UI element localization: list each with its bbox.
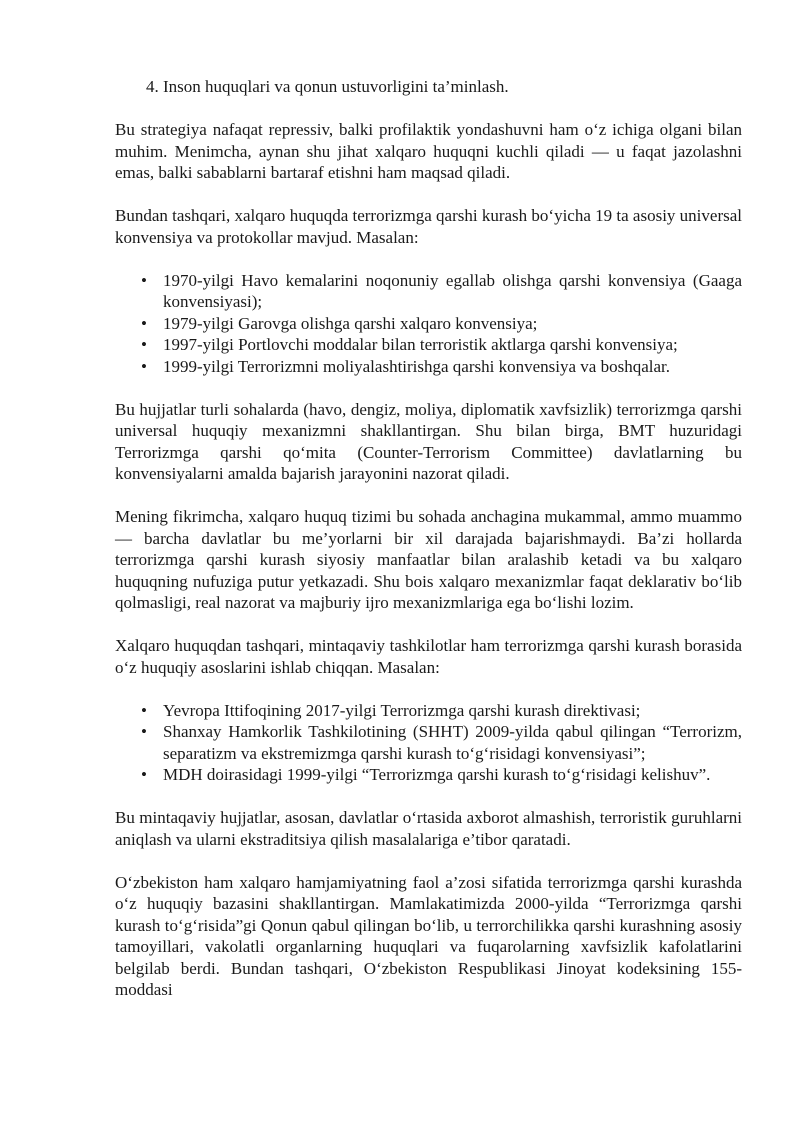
list-item-text: 1970-yilgi Havo kemalarini noqonuniy egallab olishga qarshi konvensiya (Gaaga konvensiyasi); (163, 270, 742, 311)
bullet-icon: • (141, 335, 147, 354)
list-item-text: 1979-yilgi Garovga olishga qarshi xalqaro konvensiya; (163, 313, 538, 333)
list-item (115, 700, 742, 722)
conventions-list (115, 270, 742, 378)
regional-list (115, 700, 742, 786)
paragraph-uzbekistan: O‘zbekiston ham xalqaro hamjamiyatning faol a’zosi sifatida terrorizmga qarshi kurashda o‘z huquqiy bazasini shakllantirgan. Mamlakatimizda 2000-yilda “Terrorizmga qarshi kurash to‘g‘risida”gi Qonun qabul qilingan bo‘lib, u terrorchilikka qarshi kurashning asosiy tamoyillari, vakolatli organlarning huquqlari va fuqarolarning xavfsizlik kafolatlarini belgilab berdi. Bundan tashqari, O‘zbekiston Respublikasi Jinoyat kodeksining 155-moddasi (115, 872, 742, 999)
bullet-icon: • (141, 313, 147, 333)
list-item (115, 313, 742, 335)
list-item (115, 356, 742, 378)
bullet-icon: • (141, 356, 147, 376)
bullet-icon: • (141, 722, 147, 741)
paragraph-strategy: Bu strategiya nafaqat repressiv, balki profilaktik yondashuvni ham o‘z ichiga olgani bilan muhim. Menimcha, aynan shu jihat xalqaro huquqni kuchli qiladi — u faqat jazolashni emas, balki sabablarni bartaraf etishni ham maqsad qiladi. (115, 120, 742, 182)
numbered-list-item: 4. Inson huquqlari va qonun ustuvorligini ta’minlash. (163, 76, 742, 98)
numbered-list (115, 76, 742, 98)
bullet-icon: • (141, 765, 147, 784)
list-item (115, 721, 742, 764)
list-item (115, 334, 742, 356)
list-item-text: Shanxay Hamkorlik Tashkilotining (SHHT) 2009-yilda qabul qilingan “Terrorizm, separatizm va ekstremizmga qarshi kurash to‘g‘risidagi konvensiyasi”; (163, 722, 742, 763)
bullet-icon: • (141, 700, 147, 720)
paragraph-conventions-intro: Bundan tashqari, xalqaro huquqda terrorizmga qarshi kurash bo‘yicha 19 ta asosiy universal konvensiya va protokollar mavjud. Masalan: (115, 206, 742, 247)
list-item-text: MDH doirasidagi 1999-yilgi “Terrorizmga qarshi kurash to‘g‘risidagi kelishuv”. (163, 765, 711, 784)
paragraph-documents: Bu hujjatlar turli sohalarda (havo, dengiz, moliya, diplomatik xavfsizlik) terrorizmga qarshi universal huquqiy mexanizmni shakllantirgan. Shu bilan birga, BMT huzuridagi Terrorizmga qarshi qo‘mita (Counter-Terrorism Committee) davlatlarning bu konvensiyalarni amalda bajarish jarayonini nazorat qiladi. (115, 399, 742, 483)
paragraph-regional-intro: Xalqaro huquqdan tashqari, mintaqaviy tashkilotlar ham terrorizmga qarshi kurash borasida o‘z huquqiy asoslarini ishlab chiqqan. Masalan: (115, 636, 742, 677)
list-item-text: 1999-yilgi Terrorizmni moliyalashtirishga qarshi konvensiya va boshqalar. (163, 356, 670, 376)
bullet-icon: • (141, 270, 147, 290)
paragraph-regional-docs: Bu mintaqaviy hujjatlar, asosan, davlatlar o‘rtasida axborot almashish, terroristik guruhlarni aniqlash va ularni ekstraditsiya qilish masalalariga e’tibor qaratadi. (115, 808, 742, 849)
list-item-text: 1997-yilgi Portlovchi moddalar bilan terroristik aktlarga qarshi konvensiya; (163, 335, 678, 354)
list-item (115, 270, 742, 313)
list-item (115, 764, 742, 786)
paragraph-opinion: Mening fikrimcha, xalqaro huquq tizimi bu sohada anchagina mukammal, ammo muammo — barcha davlatlar bu me’yorlarni bir xil darajada bajarishmaydi. Ba’zi hollarda terrorizmga qarshi kurash siyosiy manfaatlar bilan aralashib ketadi va bu xalqaro huquqning nufuziga putur yetkazadi. Shu bois xalqaro mexanizmlar faqat deklarativ bo‘lib qolmasligi, real nazorat va majburiy ijro mexanizmlariga ega bo‘lishi lozim. (115, 507, 742, 612)
list-item-text: Yevropa Ittifoqining 2017-yilgi Terrorizmga qarshi kurash direktivasi; (163, 700, 641, 720)
